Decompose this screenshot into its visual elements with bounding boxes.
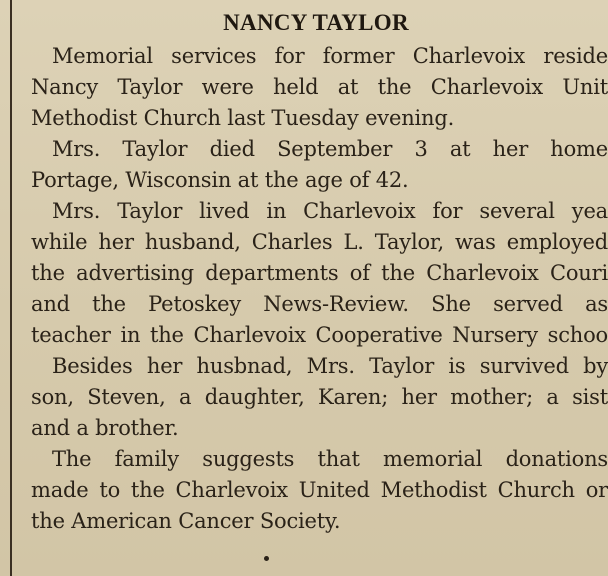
text-line: The family suggests that memorial donations: [52, 447, 608, 471]
text-line: and a brother.: [31, 416, 179, 440]
text-line: Besides her husbnad, Mrs. Taylor is survived by: [52, 354, 608, 378]
end-mark: [264, 556, 269, 561]
text-line: the advertising departments of the Charlevoix Couri: [31, 261, 608, 285]
text-line: Nancy Taylor were held at the Charlevoix Unit: [31, 75, 608, 99]
text-line: while her husband, Charles L. Taylor, was employed: [31, 230, 608, 254]
column-rule: [10, 0, 12, 576]
text-line: Mrs. Taylor died September 3 at her home: [52, 137, 608, 161]
text-line: the American Cancer Society.: [31, 509, 341, 533]
article-headline: NANCY TAYLOR: [223, 10, 409, 35]
article-body: [31, 41, 608, 537]
text-line: teacher in the Charlevoix Cooperative Nursery schoo: [31, 323, 608, 347]
text-line: made to the Charlevoix United Methodist Church or: [31, 478, 608, 502]
paragraph-biography: [31, 196, 608, 351]
paragraph-memorial-services: [31, 41, 608, 134]
text-line: Mrs. Taylor lived in Charlevoix for several yea: [52, 199, 608, 223]
text-line: Portage, Wisconsin at the age of 42.: [31, 168, 409, 192]
text-line: Memorial services for former Charlevoix reside: [52, 44, 608, 68]
text-line: and the Petoskey News-Review. She served as: [31, 292, 608, 316]
text-line: Methodist Church last Tuesday evening.: [31, 106, 455, 130]
paragraph-survivors: [31, 351, 608, 444]
paragraph-donations: [31, 444, 608, 537]
paragraph-death: [31, 134, 608, 196]
text-line: son, Steven, a daughter, Karen; her mother; a sist: [31, 385, 608, 409]
